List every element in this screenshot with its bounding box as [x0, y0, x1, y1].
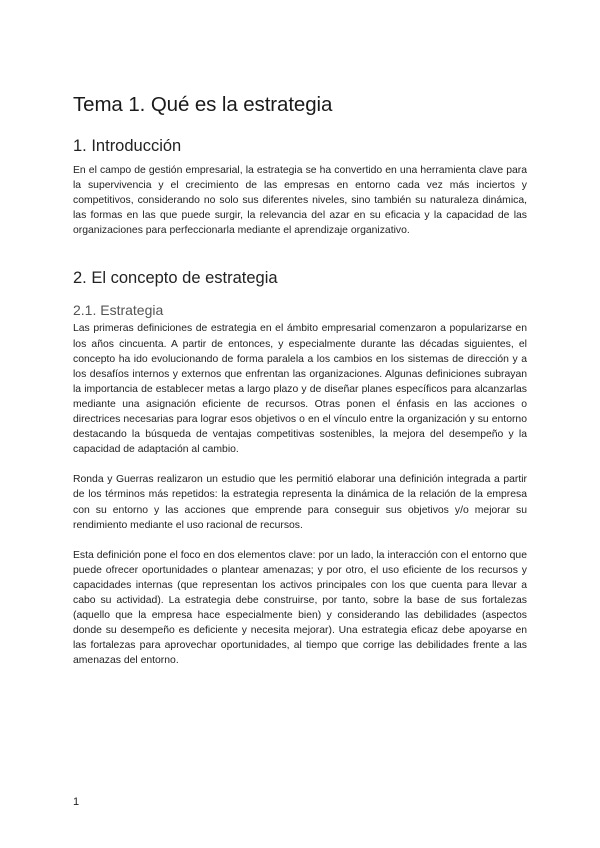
estrategia-paragraph-2: Ronda y Guerras realizaron un estudio que les permitió elaborar una definición integrada a partir de los términos más repetidos: la estrategia representa la dinámica de la relación de la empresa con su entorno y las acciones que emprende para conseguir sus objetivos y/o mejorar su rendimiento mediante el uso racional de recursos. — [73, 474, 527, 531]
estrategia-paragraph-3: Esta definición pone el foco en dos elementos clave: por un lado, la interacción con el entorno que puede ofrecer oportunidades o plantear amenazas; y por otro, el uso eficiente de los recursos y capacidades internas (que representan los activos principales con los que cuenta para llevar a cabo su actividad). La estrategia debe construirse, por tanto, sobre la base de sus fortalezas (aquello que la empresa hace especialmente bien) y considerando las debilidades (aspectos donde su desempeño es deficiente y necesita mejorar). Una estrategia eficaz debe apoyarse en las fortalezas para aprovechar oportunidades, al tiempo que corrige las debilidades frente a las amenazas del entorno. — [73, 549, 527, 667]
section-heading-concept: 2. El concepto de estrategia — [73, 269, 278, 288]
introduction-paragraph: En el campo de gestión empresarial, la estrategia se ha convertido en una herramienta clave para la supervivencia y el crecimiento de las empresas en entorno cada vez más inciertos y competitivos, considerando no solo sus diferentes niveles, sino también su naturaleza dinámica, las formas en las que puede surgir, la relevancia del azar en su eficacia y la capacidad de las organizaciones para perfeccionarla mediante el aprendizaje organizativo. — [73, 165, 527, 237]
estrategia-paragraph-1: Las primeras definiciones de estrategia en el ámbito empresarial comenzaron a popularizarse en los años cincuenta. A partir de entonces, y especialmente durante las décadas siguientes, el concepto ha ido evolucionando de forma paralela a los cambios en los sistemas de dirección y a los desafíos internos y externos que enfrentan las organizaciones. Algunas definiciones subrayan la importancia de establecer metas a largo plazo y de diseñar planes específicos para alcanzarlas mediante una asignación eficiente de recursos. Otras ponen el énfasis en las acciones o directrices necesarias para lograr esos objetivos o en el vínculo entre la organización y su entorno destacando la búsqueda de ventajas competitivas sostenibles, la mejora del desempeño y la capacidad de adaptación al cambio. — [73, 323, 527, 456]
section-heading-introduction: 1. Introducción — [73, 137, 182, 155]
subsection-heading-estrategia: 2.1. Estrategia — [73, 302, 164, 319]
page-number: 1 — [73, 796, 80, 808]
document-title: Tema 1. Qué es la estrategia — [73, 93, 333, 116]
page-content — [73, 92, 527, 668]
